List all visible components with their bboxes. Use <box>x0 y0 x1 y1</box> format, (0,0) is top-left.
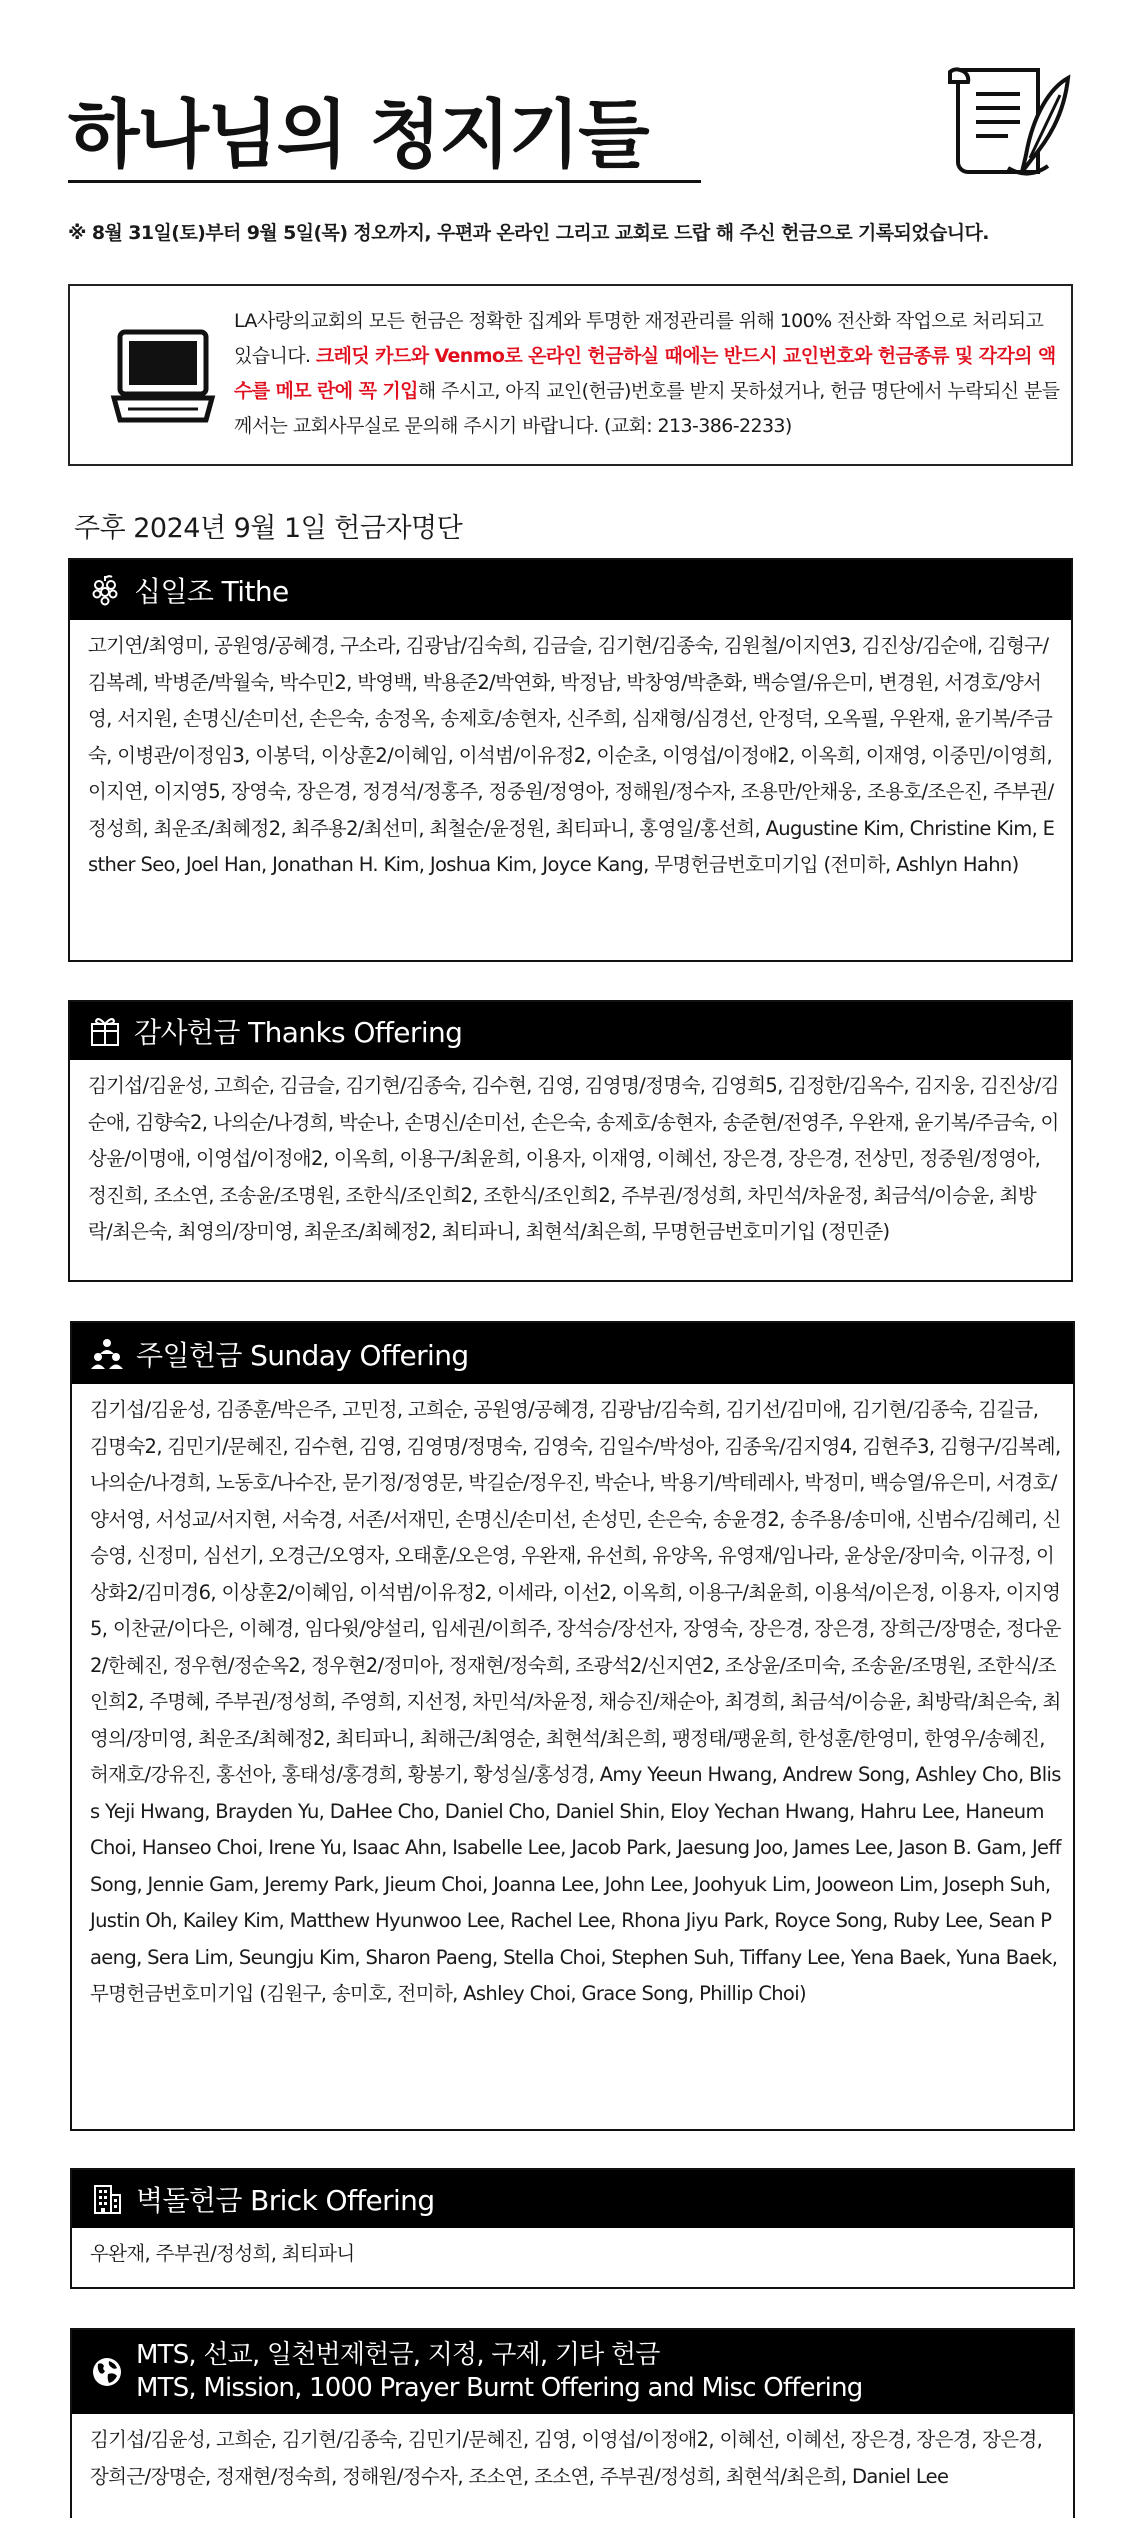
computer-icon <box>108 326 218 426</box>
section-brick <box>70 2168 1075 2289</box>
section-body: 김기섭/김윤성, 고희순, 김금슬, 김기현/김종숙, 김수현, 김영, 김영명/정명숙, 김영희5, 김정한/김옥수, 김지웅, 김진상/김순애, 김향숙2, 나의순/나경희, 박순나, 손명신/손미선, 손은숙, 송제호/송현자, 송준현/전영주, 우완재, 윤기복/주금숙, 이상윤/이명애, 이영섭/이정애2, 이옥희, 이용구/최윤희, 이용자, 이재영, 이혜선, 장은경, 장은경, 전상민, 정중원/정영아, 정진희, 조소연, 조송윤/조명원, 조한식/조인희2, 조한식/조인희2, 주부권/정성희, 차민석/차윤정, 최금석/이승윤, 최방락/최은숙, 최영의/장미영, 최운조/최혜정2, 최티파니, 최현석/최은희, 무명헌금번호미기입 (정민준) <box>88 1074 1059 1243</box>
section-title: 주일헌금 Sunday Offering <box>136 1338 469 1372</box>
section-header <box>70 560 1071 620</box>
section-body: 고기연/최영미, 공원영/공혜경, 구소라, 김광남/김숙희, 김금슬, 김기현/김종숙, 김원철/이지연3, 김진상/김순애, 김형구/김복례, 박병준/박월숙, 박수민2, 박영백, 박용준2/박연화, 박정남, 박창영/박춘화, 백승열/유은미, 변경원, 서경호/양서영, 서지원, 손명신/손미선, 손은숙, 송정옥, 송제호/송현자, 신주희, 심재형/심경선, 안정덕, 오옥필, 우완재, 윤기복/주금숙, 이병관/이정임3, 이봉덕, 이상훈2/이혜임, 이석범/이유정2, 이순초, 이영섭/이정애2, 이옥희, 이재영, 이중민/이영희,이지연, 이지영5, 장영숙, 장은경, 정경석/정홍주, 정중원/정영아, 정해원/정수자, 조용만/안채웅, 조용호/조은진, 주부권/정성희, 최운조/최혜정2, 최주용2/최선미, 최철순/윤정원, 최티파니, 홍영일/홍선희, Augustine Kim, Christine Kim, Esther Seo, Joel Han, Jonathan H. Kim, Joshua Kim, Joyce Kang, 무명헌금번호미기입 (전미하, Ashlyn Hahn) <box>88 634 1055 876</box>
section-body: 우완재, 주부권/정성희, 최티파니 <box>90 2242 355 2265</box>
section-tithe <box>68 558 1073 962</box>
info-text <box>234 304 1060 444</box>
section-body: 김기섭/김윤성, 김종훈/박은주, 고민정, 고희순, 공원영/공혜경, 김광남/김숙희, 김기선/김미애, 김기현/김종숙, 김길금, 김명숙2, 김민기/문혜진, 김수현, 김영, 김영명/정명숙, 김영숙, 김일수/박성아, 김종욱/김지영4, 김현주3, 김형구/김복례, 나의순/나경희, 노동호/나수잔, 문기정/정영문, 박길순/정우진, 박순나, 박용기/박테레사, 박정미, 백승열/유은미, 서경호/양서영, 서성교/서지현, 서숙경, 서존/서재민, 손명신/손미선, 손성민, 손은숙, 송윤경2, 송주용/송미애, 신범수/김혜리, 신승영, 신정미, 심선기, 오경근/오영자, 오태훈/오은영, 우완재, 유선희, 유양옥, 유영재/임나라, 윤상운/장미숙, 이규정, 이상화2/김미경6, 이상훈2/이혜임, 이석범/이유정2, 이세라, 이선2, 이옥희, 이용구/최윤희, 이용석/이은정, 이용자, 이지영5, 이찬균/이다은, 이혜경, 임다윗/양설리, 임세권/이희주, 장석승/장선자, 장영숙, 장은경, 장은경, 장희근/장명순, 정다운2/한혜진, 정우현/정순옥2, 정우현2/정미아, 정재현/정숙희, 조광석2/신지연2, 조상윤/조미숙, 조송윤/조명원, 조한식/조인희2, 주명혜, 주부권/정성희, 주영희, 지선정, 차민석/차윤정, 채승진/채순아, 최경희, 최금석/이승윤, 최방락/최은숙, 최영의/장미영, 최운조/최혜정2, 최티파니, 최해근/최영순, 최현석/최은희, 팽정태/팽윤희, 한성훈/한영미, 한영우/송혜진, 허재호/강유진, 홍선아, 홍태성/홍경희, 황봉기, 황성실/홍성경, Amy Yeeun Hwang, Andrew Song, Ashley Cho, Bliss Yeji Hwang, Brayden Yu, DaHee Cho, Daniel Cho, Daniel Shin, Eloy Yechan Hwang, Hahru Lee, Haneum Choi, Hanseo Choi, Irene Yu, Isaac Ahn, Isabelle Lee, Jacob Park, Jaesung Joo, James Lee, Jason B. Gam, Jeff Song, Jennie Gam, Jeremy Park, Jieum Choi, Joanna Lee, John Lee, Joohyuk Lim, Jooweon Lim, Joseph Suh, Justin Oh, Kailey Kim, Matthew Hyunwoo Lee, Rachel Lee, Rhona Jiyu Park, Royce Song, Ruby Lee, Sean Paeng, Sera Lim, Seungju Kim, Sharon Paeng, Stella Choi, Stephen Suh, Tiffany Lee, Yena Baek, Yuna Baek, 무명헌금번호미기입 (김원구, 송미호, 전미하, Ashley Choi, Grace Song, Phillip Choi) <box>90 1398 1061 2005</box>
title-underline <box>68 180 701 183</box>
date-title: 주후 2024년 9월 1일 헌금자명단 <box>74 513 463 544</box>
people-icon <box>90 1337 124 1371</box>
section-title: 감사헌금 Thanks Offering <box>134 1016 463 1049</box>
page-header <box>68 60 1078 185</box>
section-misc <box>70 2328 1075 2518</box>
section-title-en: MTS, Mission, 1000 Prayer Burnt Offering and Misc Offering <box>136 2373 863 2403</box>
grapes-icon <box>88 573 122 607</box>
info-box <box>68 284 1073 466</box>
notice-text: ※ 8월 31일(토)부터 9월 5일(목) 정오까지, 우편과 온라인 그리고 교회로 드랍 해 주신 헌금으로 기록되었습니다. <box>68 222 989 244</box>
section-header <box>72 1323 1073 1384</box>
info-text-highlight: 크레딧 카드와 Venmo로 온라인 헌금하실 때에는 반드시 교인번호와 헌금종류 및 각각의 액수를 메모 란에 꼭 기입 <box>234 345 1056 402</box>
gift-icon <box>88 1014 122 1048</box>
section-title-ko: MTS, 선교, 일천번제헌금, 지정, 구제, 기타 헌금 <box>136 2340 660 2370</box>
globe-icon <box>90 2355 124 2389</box>
section-header <box>70 1002 1071 1060</box>
section-sunday <box>70 1321 1075 2131</box>
section-title: 십일조 Tithe <box>134 575 289 608</box>
info-text-part1: LA사랑의교회의 모든 헌금은 정확한 집계와 투명한 재정관리를 위해 100% 전산화 작업으로 처리되고 있습니다. <box>234 310 1044 367</box>
info-text-part2: 해 주시고, 아직 교인(헌금)번호를 받지 못하셨거나, 헌금 명단에서 누락되신 분들께서는 교회사무실로 문의해 주시기 바랍니다. (교회: 213-386-2233) <box>234 380 1060 437</box>
building-icon <box>90 2182 124 2216</box>
section-body: 김기섭/김윤성, 고희순, 김기현/김종숙, 김민기/문혜진, 김영, 이영섭/이정애2, 이혜선, 이혜선, 장은경, 장은경, 장은경, 장희근/장명순, 정재현/정숙희, 정해원/정수자, 조소연, 조소연, 주부권/정성희, 최현석/최은희, Daniel Lee <box>90 2428 1043 2488</box>
section-header <box>72 2330 1073 2414</box>
page-title: 하나님의 청지기들 <box>68 92 648 178</box>
section-header <box>72 2170 1073 2228</box>
scroll-quill-icon <box>938 60 1078 185</box>
section-title: 벽돌헌금 Brick Offering <box>136 2184 435 2217</box>
section-title <box>136 2339 862 2405</box>
section-thanks <box>68 1000 1073 1282</box>
